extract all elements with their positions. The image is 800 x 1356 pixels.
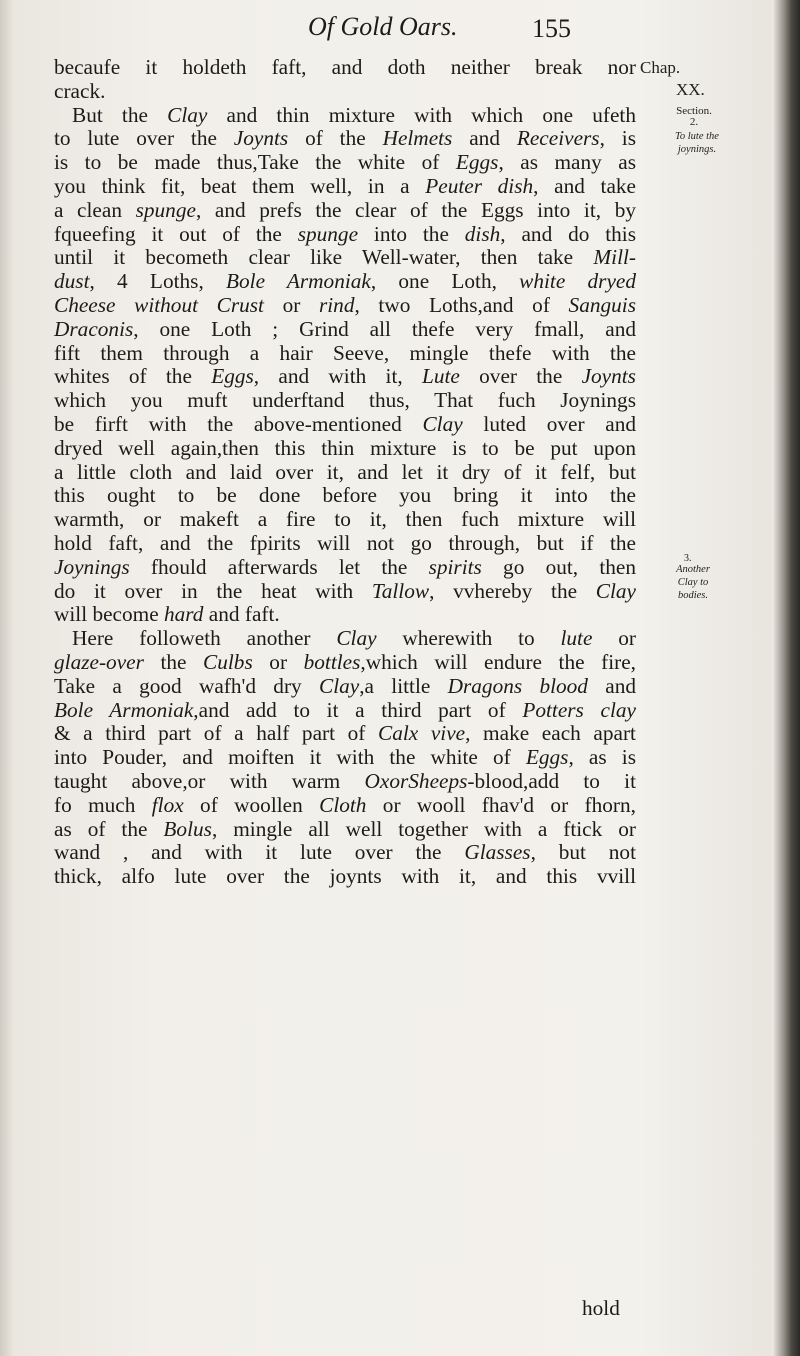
text-line: hold faft, and the fpirits will not go through, but if the <box>54 530 636 555</box>
text-line: dust, 4 Loths, Bole Armoniak, one Loth, white dryed <box>54 269 637 294</box>
running-head: Of Gold Oars. <box>308 12 458 41</box>
margin-section-label: Section. <box>676 105 712 117</box>
text-line: is to be made thus,Take the white of Eggs, as many as <box>54 150 637 175</box>
text-line: will become hard and faft. <box>54 602 280 627</box>
text-line: do it over in the heat with Tallow, vvhereby the Clay <box>54 578 636 603</box>
text-line: a little cloth and laid over it, and let it dry of it felf, but <box>54 459 636 484</box>
text-line: glaze-over the Culbs or bottles,which will endure the fire, <box>54 649 637 674</box>
book-gutter <box>772 0 800 1356</box>
catchword: hold <box>582 1296 620 1320</box>
margin-chapter-label: Chap. <box>640 58 681 77</box>
text-line: a clean spunge, and prefs the clear of the Eggs into it, by <box>54 197 636 222</box>
text-line: thick, alfo lute over the joynts with it, and this vvill <box>54 864 636 889</box>
text-line: wand , and with it lute over the Glasses, but not <box>54 840 636 865</box>
text-line: dryed well again,then this thin mixture is to be put upon <box>54 435 636 460</box>
text-line: warmth, or makeft a fire to it, then fuch mixture will <box>54 507 636 532</box>
text-line: crack. <box>54 78 106 103</box>
text-line: which you muft underftand thus, That fuch Joynings <box>54 388 636 413</box>
text-line: taught above,or with warm OxorSheeps-blood,add to it <box>54 768 636 793</box>
text-line: until it becometh clear like Well-water, then take Mill- <box>54 245 636 270</box>
text-line: Here followeth another Clay wherewith to lute or <box>72 626 636 651</box>
text-line: Take a good wafh'd dry Clay,a little Dragons blood and <box>54 673 636 698</box>
text-line: fqueefing it out of the spunge into the dish, and do this <box>54 221 637 246</box>
body-text <box>54 56 636 889</box>
text-line: becaufe it holdeth faft, and doth neither break nor <box>54 55 636 79</box>
text-line: Draconis, one Loth ; Grind all thefe very fmall, and <box>54 316 636 341</box>
margin-section <box>674 106 714 128</box>
text-line: into Pouder, and moiften it with the white of Eggs, as is <box>54 745 636 770</box>
text-line: whites of the Eggs, and with it, Lute over the Joynts <box>54 364 636 389</box>
page-number: 155 <box>532 14 571 43</box>
margin-note-number: 3. <box>684 553 692 564</box>
text-line: Cheese without Crust or rind, two Loths,and of Sanguis <box>54 292 636 317</box>
margin-note-another-clay: Another Clay to bodies. <box>676 564 710 601</box>
text-line: fift them through a hair Seeve, mingle thefe with the <box>54 340 636 365</box>
text-line: fo much flox of woollen Cloth or wooll fhav'd or fhorn, <box>54 792 636 817</box>
margin-section-number: 2. <box>689 116 699 128</box>
text-line: & a third part of a half part of Calx vive, make each apart <box>54 721 636 746</box>
margin-note-lute-joynings: To lute the joynings. <box>675 131 719 155</box>
text-line: you think fit, beat them well, in a Peuter dish, and take <box>54 173 636 198</box>
text-line: as of the Bolus, mingle all well together with a ftick or <box>54 816 636 841</box>
text-line: But the Clay and thin mixture with which one ufeth <box>72 102 636 127</box>
text-line: Bole Armoniak,and add to it a third part of Potters clay <box>54 697 636 722</box>
text-line: this ought to be done before you bring it into the <box>54 483 636 508</box>
text-line: to lute over the Joynts of the Helmets and Receivers, is <box>54 126 636 151</box>
page-edge-shadow <box>0 0 14 1356</box>
text-line: be firft with the above-mentioned Clay luted over and <box>54 411 636 436</box>
text-line: Joynings fhould afterwards let the spirits go out, then <box>54 554 636 579</box>
margin-chapter-number: XX. <box>676 80 705 99</box>
